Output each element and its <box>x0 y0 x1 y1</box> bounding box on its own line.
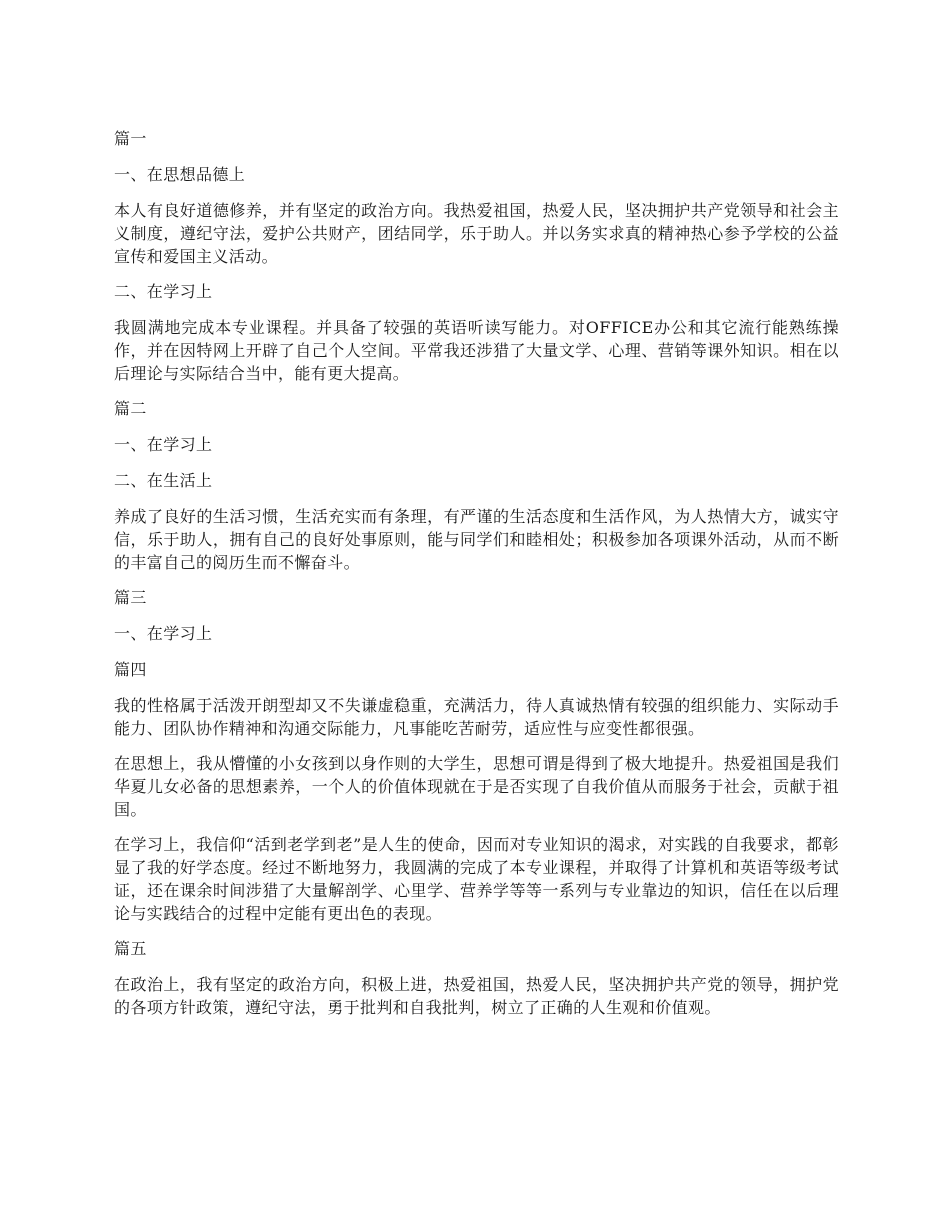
document-page <box>114 127 839 1031</box>
section-heading-4: 篇四 <box>114 660 147 679</box>
section-heading-3: 篇三 <box>114 588 147 607</box>
paragraph-personality: 我的性格属于活泼开朗型却又不失谦虚稳重，充满活力，待人真诚热情有较强的组织能力、实际动手能力、团队协作精神和沟通交际能力，凡事能吃苦耐劳，适应性与应变性都很强。 <box>114 696 839 738</box>
paragraph-thought: 在思想上，我从懵懂的小女孩到以身作则的大学生，思想可谓是得到了极大地提升。热爱祖国是我们华夏儿女必备的思想素养，一个人的价值体现就在于是否实现了自我价值从而服务于社会，贡献于祖国。 <box>114 754 839 819</box>
subheading-life: 二、在生活上 <box>114 471 213 490</box>
subheading-study: 二、在学习上 <box>114 282 213 301</box>
subheading-study-2: 一、在学习上 <box>114 435 213 454</box>
paragraph-study: 我圆满地完成本专业课程。并具备了较强的英语听读写能力。对OFFICE办公和其它流行能熟练操作，并在因特网上开辟了自己个人空间。平常我还涉猎了大量文学、心理、营销等课外知识。相在以后理论与实际结合当中，能有更大提高。 <box>114 318 839 383</box>
section-heading-2: 篇二 <box>114 399 147 418</box>
paragraph-learning: 在学习上，我信仰“活到老学到老”是人生的使命，因而对专业知识的渴求，对实践的自我要求，都彰显了我的好学态度。经过不断地努力，我圆满的完成了本专业课程，并取得了计算机和英语等级考试证，还在课余时间涉猎了大量解剖学、心里学、营养学等等一系列与专业靠边的知识，信任在以后理论与实践结合的过程中定能有更出色的表现。 <box>114 835 839 923</box>
paragraph-moral: 本人有良好道德修养，并有坚定的政治方向。我热爱祖国，热爱人民，坚决拥护共产党领导和社会主义制度，遵纪守法，爱护公共财产，团结同学，乐于助人。并以务实求真的精神热心参予学校的公益宣传和爱国主义活动。 <box>114 201 839 266</box>
subheading-moral: 一、在思想品德上 <box>114 165 246 184</box>
section-heading-1: 篇一 <box>114 129 147 148</box>
section-heading-5: 篇五 <box>114 939 147 958</box>
subheading-study-3: 一、在学习上 <box>114 624 213 643</box>
paragraph-politics: 在政治上，我有坚定的政治方向，积极上进，热爱祖国，热爱人民，坚决拥护共产党的领导，拥护党的各项方针政策，遵纪守法，勇于批判和自我批判，树立了正确的人生观和价值观。 <box>114 975 839 1017</box>
paragraph-life: 养成了良好的生活习惯，生活充实而有条理，有严谨的生活态度和生活作风，为人热情大方，诚实守信，乐于助人，拥有自己的良好处事原则，能与同学们和睦相处；积极参加各项课外活动，从而不断的丰富自己的阅历生而不懈奋斗。 <box>114 507 839 572</box>
